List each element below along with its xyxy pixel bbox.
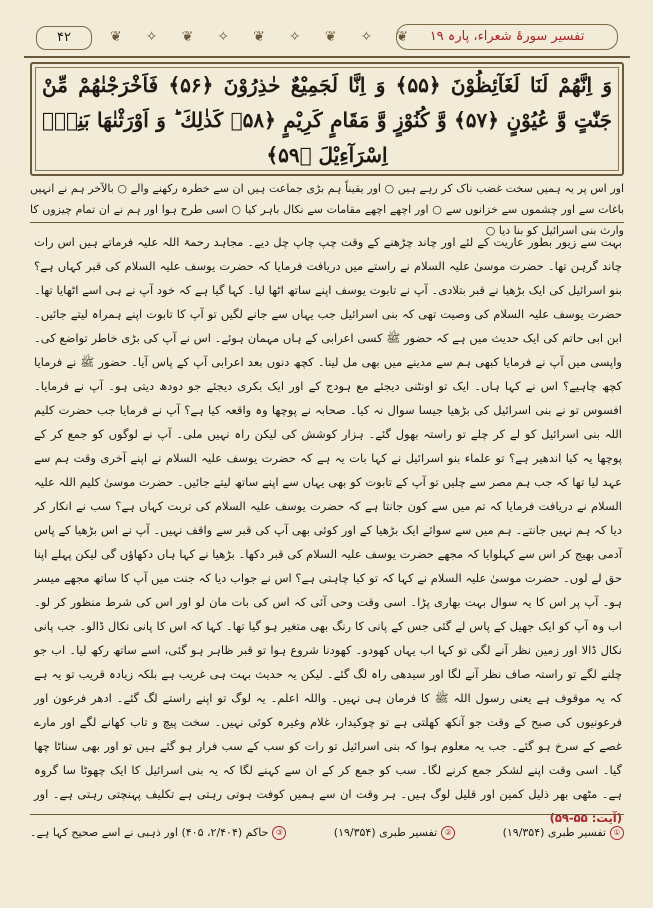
footnote-marker: ① (610, 826, 624, 840)
commentary-body (34, 230, 622, 825)
commentary-text: بہت سے زیور بطور عاریت کے لئے اور چاند چڑھنے کے وقت چپ چاپ چل دیے۔ مجاہد رحمۃ اللہ علیہ فرماتے ہیں اس رات چاند گرہن تھا۔ حضرت موسیٰ علیہ السلام نے راستے میں دریافت فرمایا کہ حضرت یوسف علیہ السلام کی قبر کہاں ہے؟ بنو اسرائیل کی ایک بڑھیا نے قبر بتلادی۔ آپ نے تابوت یوسف اپنے ساتھ اٹھا لیا۔ کہا گیا ہے کہ خود آپ نے ہی اسے اٹھایا تھا۔ حضرت یوسف علیہ السلام کی وصیت تھی کہ بنی اسرائیل جب یہاں سے جانے لگیں تو آپ کا تابوت اپنے ہمراہ لیتے جائیں۔ ابن ابی حاتم کی ایک حدیث میں ہے کہ حضور ﷺ کسی اعرابی کے ہاں مہمان ہوئے۔ اس نے آپ کی بڑی خاطر تواضع کی۔ واپسی میں آپ نے فرمایا کبھی ہم سے مدینے میں بھی مل لینا۔ کچھ دنوں بعد اعرابی آپ کے پاس آیا۔ حضور ﷺ نے فرمایا کچھ چاہیے؟ اس نے کہا ہاں۔ ایک تو اونٹنی دیجئے مع ہودج کے اور ایک بکری دیجئے جو دودھ دیتی ہو۔ آپ نے فرمایا۔ افسوس تو نے بنی اسرائیل کی بڑھیا جیسا سوال نہ کیا۔ صحابہ نے پوچھا وہ واقعہ کیا ہے؟ آپ نے فرمایا جب حضرت کلیم اللہ بنی اسرائیل کو لے کر چلے تو راستہ بھول گئے۔ ہزار کوشش کی لیکن راہ نہیں ملی۔ آپ نے لوگوں کو جمع کر کے پوچھا یہ کیا اندھیر ہے؟ تو علماء بنو اسرائیل نے کہا بات یہ ہے کہ حضرت یوسف علیہ السلام نے اپنے آخری وقت ہم سے عہد لیا تھا کہ جب ہم مصر سے چلیں تو آپ کے تابوت کو بھی یہاں سے اپنے ساتھ لیتے جائیں۔ حضرت موسیٰ کلیم اللہ علیہ السلام نے دریافت فرمایا کہ تم میں سے کون جانتا ہے کہ حضرت یوسف علیہ السلام کی تربت کہاں ہے؟ سب نے انکار کر دیا کہ ہم نہیں جانتے۔ ہم میں سے سوائے ایک بڑھیا کے اور کوئی بھی آپ کی قبر سے واقف نہیں۔ آپ نے اس بڑھیا کے پاس آدمی بھیج کر اس سے کہلوایا کہ مجھے حضرت یوسف علیہ السلام کی قبر دکھا۔ بڑھیا نے کہا ہاں دکھاؤں گی لیکن پہلے اپنا حق لے لوں۔ حضرت موسیٰ علیہ السلام نے کہا کہ تو کیا چاہتی ہے؟ اس نے جواب دیا کہ جنت میں آپ کا ساتھ مجھے میسر ہو۔ آپ پر اس کا یہ سوال بہت بھاری پڑا۔ اسی وقت وحی آئی کہ اس کی بات مان لو اور اس کی شرط منظور کر لو۔ اب وہ آپ کو ایک جھیل کے پاس لے گئی جس کے پانی کا رنگ بھی متغیر ہو گیا تھا۔ کہا کہ اس کا پانی نکال ڈالو۔ جب پانی نکال ڈالا اور زمین نظر آنے لگی تو کہا اب یہاں کھودو۔ کھودنا شروع ہوا تو قبر ظاہر ہو گئی، اسے ساتھ رکھ لیا۔ اب جو چلنے لگے تو راستہ صاف نظر آنے لگا اور سیدھی راہ لگ گئے۔ لیکن یہ حدیث بہت ہی غریب ہے بلکہ زیادہ قریب تو یہ ہے کہ یہ موقوف ہے یعنی رسول اللہ ﷺ کا فرمان ہی نہیں۔ واللہ اعلم۔ یہ لوگ تو اپنے راستے لگ گئے۔ ادھر فرعون اور فرعونیوں کی صبح کے وقت جو آنکھ کھلتی ہے تو چوکیدار، غلام وغیرہ کوئی نہیں۔ سخت پیچ و تاب کھانے لگے اور مارے غصے کے سرخ ہو گئے۔ جب یہ معلوم ہوا کہ بنی اسرائیل تو رات کو سب کے سب فرار ہو گئے ہیں تو اور بھی سناٹا چھا گیا۔ اسی وقت اپنے لشکر جمع کرنے لگا۔ سب کو جمع کر کے ان سے کہنے لگا کہ یہ بنی اسرائیل کا ایک چھوٹا سا گروہ ہے۔ مٹھی بھر ذلیل کمین اور قلیل لوگ ہیں۔ ہر وقت ان سے ہمیں کوفت ہوتی رہتی ہے تکلیف پہنچتی رہتی ہے۔ اور (34, 235, 622, 801)
page-header (24, 20, 630, 58)
footnote-item (30, 826, 286, 840)
chapter-title: تفسیر سورۂ شعراء، پارہ ۱۹ (396, 24, 618, 50)
footnote-text: حاکم (۲/۴۰۴، ۴۰۵) اور ذہبی نے اسے صحیح کہا ہے۔ (30, 826, 269, 839)
footnote-item (334, 826, 455, 840)
footnote-text: تفسیر طبری (۱۹/۳۵۴) (502, 826, 606, 839)
footnotes (30, 814, 624, 844)
ayah-reference: (آیت: ۵۵-۵۹) (549, 811, 622, 825)
quran-verse-box (30, 62, 624, 176)
verse-translation: اور اس پر یہ ہمیں سخت غضب ناک کر رہے ہیں ○ اور یقیناً ہم بڑی جماعت ہیں ان سے خطرہ رکھنے والے ○ بالآخر ہم نے انہیں باغات سے اور چشموں سے خزانوں سے ○ اور اچھے اچھے مقامات سے نکال باہر کیا ○ اسی طرح ہوا اور ہم نے ان تمام چیزوں کا وارث بنی اسرائیل کو بنا دیا ○ (30, 178, 624, 223)
commentary-paragraph (34, 230, 622, 830)
quran-verse-text: وَ اِنَّهُمْ لَنَا لَغَآئِظُوْنَ ﴿۵۵﴾ وَ اِنَّا لَجَمِيْعٌ حٰذِرُوْنَ ﴿۵۶﴾ فَاَخْرَجْنٰهُمْ مِّنْ جَنّٰتٍ وَّ عُيُوْنٍ ﴿۵۷﴾ وَّ كُنُوْزٍ وَّ مَقَامٍ كَرِيْمٍ ﴿۵۸﴾ كَذٰلِكَ ؕ وَ اَوْرَثْنٰهَا بَنِيْۤ اِسْرَآءِيْلَ ﴿۵۹﴾ (42, 73, 613, 167)
footnote-marker: ② (441, 826, 455, 840)
page-number: ۴۲ (36, 26, 92, 50)
footnote-item (503, 826, 624, 840)
header-ornament-icon: ❦ ✧ ❦ ✧ ❦ ✧ ❦ ✧ ❦ (110, 29, 410, 45)
footnote-marker: ③ (272, 826, 286, 840)
footnote-text: تفسیر طبری (۱۹/۳۵۴) (333, 826, 438, 839)
